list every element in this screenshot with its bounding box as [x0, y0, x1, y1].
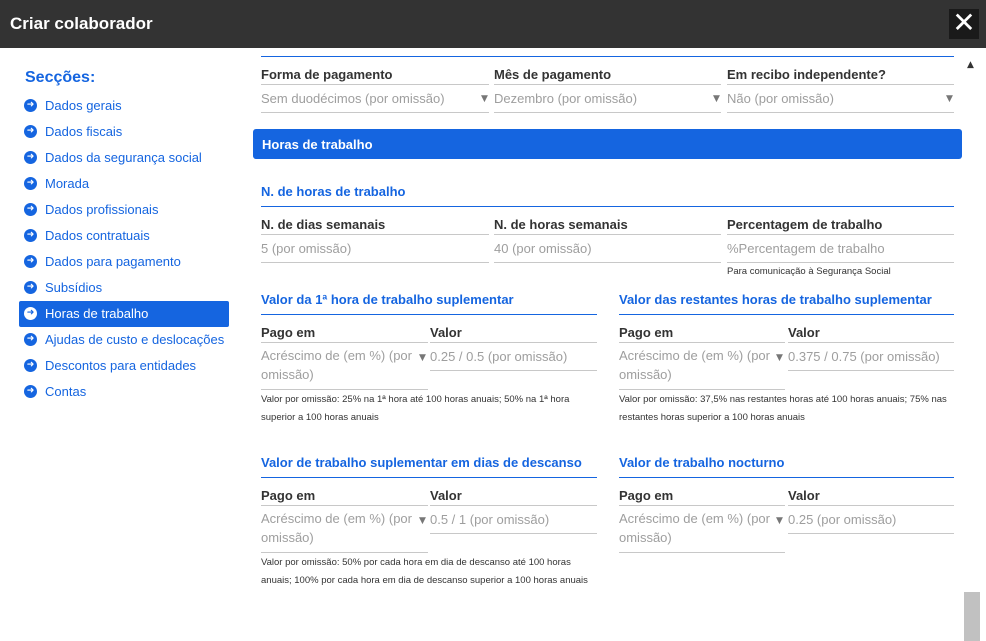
restantes-horas-pago-select[interactable] — [619, 343, 785, 389]
primeira-hora-valor-value: 0.25 / 0.5 (por omissão) — [430, 349, 568, 364]
sidebar-item[interactable] — [19, 171, 229, 197]
forma-pagamento-underline — [261, 112, 489, 113]
restantes-horas-valor-underline — [788, 370, 954, 371]
nocturno-pago-label: Pago em — [619, 488, 674, 503]
nocturno-valor-input[interactable] — [788, 506, 954, 533]
mes-pagamento-underline — [494, 112, 721, 113]
dias-descanso-pago-select[interactable] — [261, 506, 428, 552]
nocturno-valor-label: Valor — [788, 488, 820, 503]
nocturno-pago-value: Acréscimo de (em %) (por omissão) — [619, 511, 770, 545]
nocturno-divider — [619, 477, 954, 478]
horas-semanais-value: 40 (por omissão) — [494, 241, 592, 256]
dias-semanais-underline — [261, 262, 489, 263]
forma-pagamento-label: Forma de pagamento — [261, 67, 393, 82]
dias-semanais-input[interactable] — [261, 235, 489, 262]
n-horas-divider — [261, 206, 954, 207]
arrow-circle-right-icon: ➜ — [24, 125, 37, 138]
dias-descanso-pago-underline — [261, 552, 428, 553]
dias-descanso-title: Valor de trabalho suplementar em dias de descanso — [261, 455, 582, 470]
sections-sidebar — [0, 48, 240, 641]
recibo-label: Em recibo independente? — [727, 67, 886, 82]
percentagem-label: Percentagem de trabalho — [727, 217, 883, 232]
recibo-select[interactable] — [727, 85, 954, 112]
restantes-horas-pago-value: Acréscimo de (em %) (por omissão) — [619, 348, 770, 382]
nocturno-pago-select[interactable] — [619, 506, 785, 552]
recibo-value: Não (por omissão) — [727, 91, 834, 106]
arrow-circle-right-icon: ➜ — [24, 333, 37, 346]
percentagem-placeholder: %Percentagem de trabalho — [727, 241, 885, 256]
scrollbar-thumb[interactable] — [964, 592, 980, 641]
sidebar-item-label: Dados fiscais — [45, 124, 123, 139]
primeira-hora-divider — [261, 314, 597, 315]
primeira-hora-valor-underline — [430, 370, 597, 371]
sections-heading: Secções: — [25, 69, 96, 86]
nocturno-valor-underline — [788, 533, 954, 534]
sidebar-item[interactable] — [19, 249, 229, 275]
arrow-circle-right-icon: ➜ — [24, 151, 37, 164]
sidebar-item-label: Horas de trabalho — [45, 306, 149, 321]
forma-pagamento-select[interactable] — [261, 85, 489, 112]
chevron-down-icon: ▼ — [946, 94, 953, 104]
dias-descanso-pago-value: Acréscimo de (em %) (por omissão) — [261, 511, 412, 545]
nocturno-pago-underline — [619, 552, 785, 553]
form-content — [253, 48, 962, 641]
sidebar-item[interactable] — [19, 197, 229, 223]
arrow-circle-right-icon: ➜ — [24, 281, 37, 294]
section-header-title: Horas de trabalho — [262, 137, 373, 152]
arrow-circle-right-icon: ➜ — [24, 255, 37, 268]
dialog-title: Criar colaborador — [10, 14, 153, 33]
restantes-horas-valor-value: 0.375 / 0.75 (por omissão) — [788, 349, 940, 364]
primeira-hora-pago-value: Acréscimo de (em %) (por omissão) — [261, 348, 412, 382]
chevron-down-icon: ▼ — [776, 516, 783, 526]
forma-pagamento-value: Sem duodécimos (por omissão) — [261, 91, 445, 106]
dialog-titlebar — [0, 0, 986, 48]
scroll-up-arrow-icon[interactable]: ▲ — [967, 60, 974, 70]
dias-descanso-valor-label: Valor — [430, 488, 462, 503]
dias-descanso-note: Valor por omissão: 50% por cada hora em dia de descanso até 100 horas anuais; 100% por cada hora em dia de descanso superior a 100 horas anuais — [261, 557, 588, 586]
restantes-horas-divider — [619, 314, 954, 315]
dias-descanso-valor-value: 0.5 / 1 (por omissão) — [430, 512, 550, 527]
sidebar-item-label: Contas — [45, 384, 87, 399]
dias-semanais-value: 5 (por omissão) — [261, 241, 352, 256]
restantes-horas-title: Valor das restantes horas de trabalho suplementar — [619, 292, 932, 307]
primeira-hora-title: Valor da 1ª hora de trabalho suplementar — [261, 292, 514, 307]
n-horas-title: N. de horas de trabalho — [261, 184, 406, 199]
nocturno-valor-value: 0.25 (por omissão) — [788, 512, 897, 527]
arrow-circle-right-icon: ➜ — [24, 307, 37, 320]
section-top-divider — [261, 56, 954, 57]
arrow-circle-right-icon: ➜ — [24, 177, 37, 190]
horas-semanais-input[interactable] — [494, 235, 721, 262]
primeira-hora-note: Valor por omissão: 25% na 1ª hora até 100 horas anuais; 50% na 1ª hora superior a 100 horas anuais — [261, 394, 570, 423]
restantes-horas-note: Valor por omissão: 37,5% nas restantes horas até 100 horas anuais; 75% nas restantes horas superior a 100 horas anuais — [619, 394, 947, 423]
recibo-underline — [727, 112, 954, 113]
sidebar-item-label: Dados gerais — [45, 98, 122, 113]
sidebar-item[interactable] — [19, 301, 229, 327]
sidebar-item-label: Dados da segurança social — [45, 150, 202, 165]
percentagem-note: Para comunicação à Segurança Social — [727, 266, 891, 277]
sidebar-item[interactable] — [19, 93, 229, 119]
sidebar-item[interactable] — [19, 223, 229, 249]
primeira-hora-valor-input[interactable] — [430, 343, 597, 370]
arrow-circle-right-icon: ➜ — [24, 229, 37, 242]
sidebar-item-label: Subsídios — [45, 280, 103, 295]
chevron-down-icon: ▼ — [481, 94, 488, 104]
sidebar-item-label: Descontos para entidades — [45, 358, 197, 373]
primeira-hora-pago-label: Pago em — [261, 325, 316, 340]
restantes-horas-pago-underline — [619, 389, 785, 390]
chevron-down-icon: ▼ — [419, 516, 426, 526]
restantes-horas-valor-input[interactable] — [788, 343, 954, 370]
restantes-horas-pago-label: Pago em — [619, 325, 674, 340]
sidebar-item-label: Dados contratuais — [45, 228, 150, 243]
sidebar-item[interactable] — [19, 379, 229, 405]
sidebar-item[interactable] — [19, 145, 229, 171]
close-button[interactable]: ✕ — [949, 9, 979, 39]
vertical-scrollbar[interactable] — [962, 48, 986, 641]
primeira-hora-valor-label: Valor — [430, 325, 462, 340]
percentagem-input[interactable] — [727, 235, 954, 262]
sidebar-item[interactable] — [19, 353, 229, 379]
arrow-circle-right-icon: ➜ — [24, 359, 37, 372]
arrow-circle-right-icon: ➜ — [24, 203, 37, 216]
mes-pagamento-value: Dezembro (por omissão) — [494, 91, 638, 106]
chevron-down-icon: ▼ — [713, 94, 720, 104]
sidebar-item[interactable] — [19, 327, 229, 353]
primeira-hora-pago-select[interactable] — [261, 343, 428, 389]
arrow-circle-right-icon: ➜ — [24, 385, 37, 398]
chevron-down-icon: ▼ — [419, 353, 426, 363]
dias-descanso-valor-underline — [430, 533, 597, 534]
section-header-bar — [253, 129, 962, 159]
restantes-horas-valor-label: Valor — [788, 325, 820, 340]
horas-semanais-underline — [494, 262, 721, 263]
arrow-circle-right-icon: ➜ — [24, 99, 37, 112]
sidebar-item-label: Dados profissionais — [45, 202, 159, 217]
chevron-down-icon: ▼ — [776, 353, 783, 363]
dias-descanso-valor-input[interactable] — [430, 506, 597, 533]
sidebar-item-label: Ajudas de custo e deslocações — [45, 332, 225, 347]
sidebar-item[interactable] — [19, 119, 229, 145]
sidebar-item-label: Dados para pagamento — [45, 254, 181, 269]
dias-descanso-divider — [261, 477, 597, 478]
mes-pagamento-select[interactable] — [494, 85, 721, 112]
horas-semanais-label: N. de horas semanais — [494, 217, 628, 232]
dias-semanais-label: N. de dias semanais — [261, 217, 386, 232]
nocturno-title: Valor de trabalho nocturno — [619, 455, 785, 470]
sidebar-item[interactable] — [19, 275, 229, 301]
mes-pagamento-label: Mês de pagamento — [494, 67, 612, 82]
primeira-hora-pago-underline — [261, 389, 428, 390]
dias-descanso-pago-label: Pago em — [261, 488, 316, 503]
sidebar-item-label: Morada — [45, 176, 90, 191]
